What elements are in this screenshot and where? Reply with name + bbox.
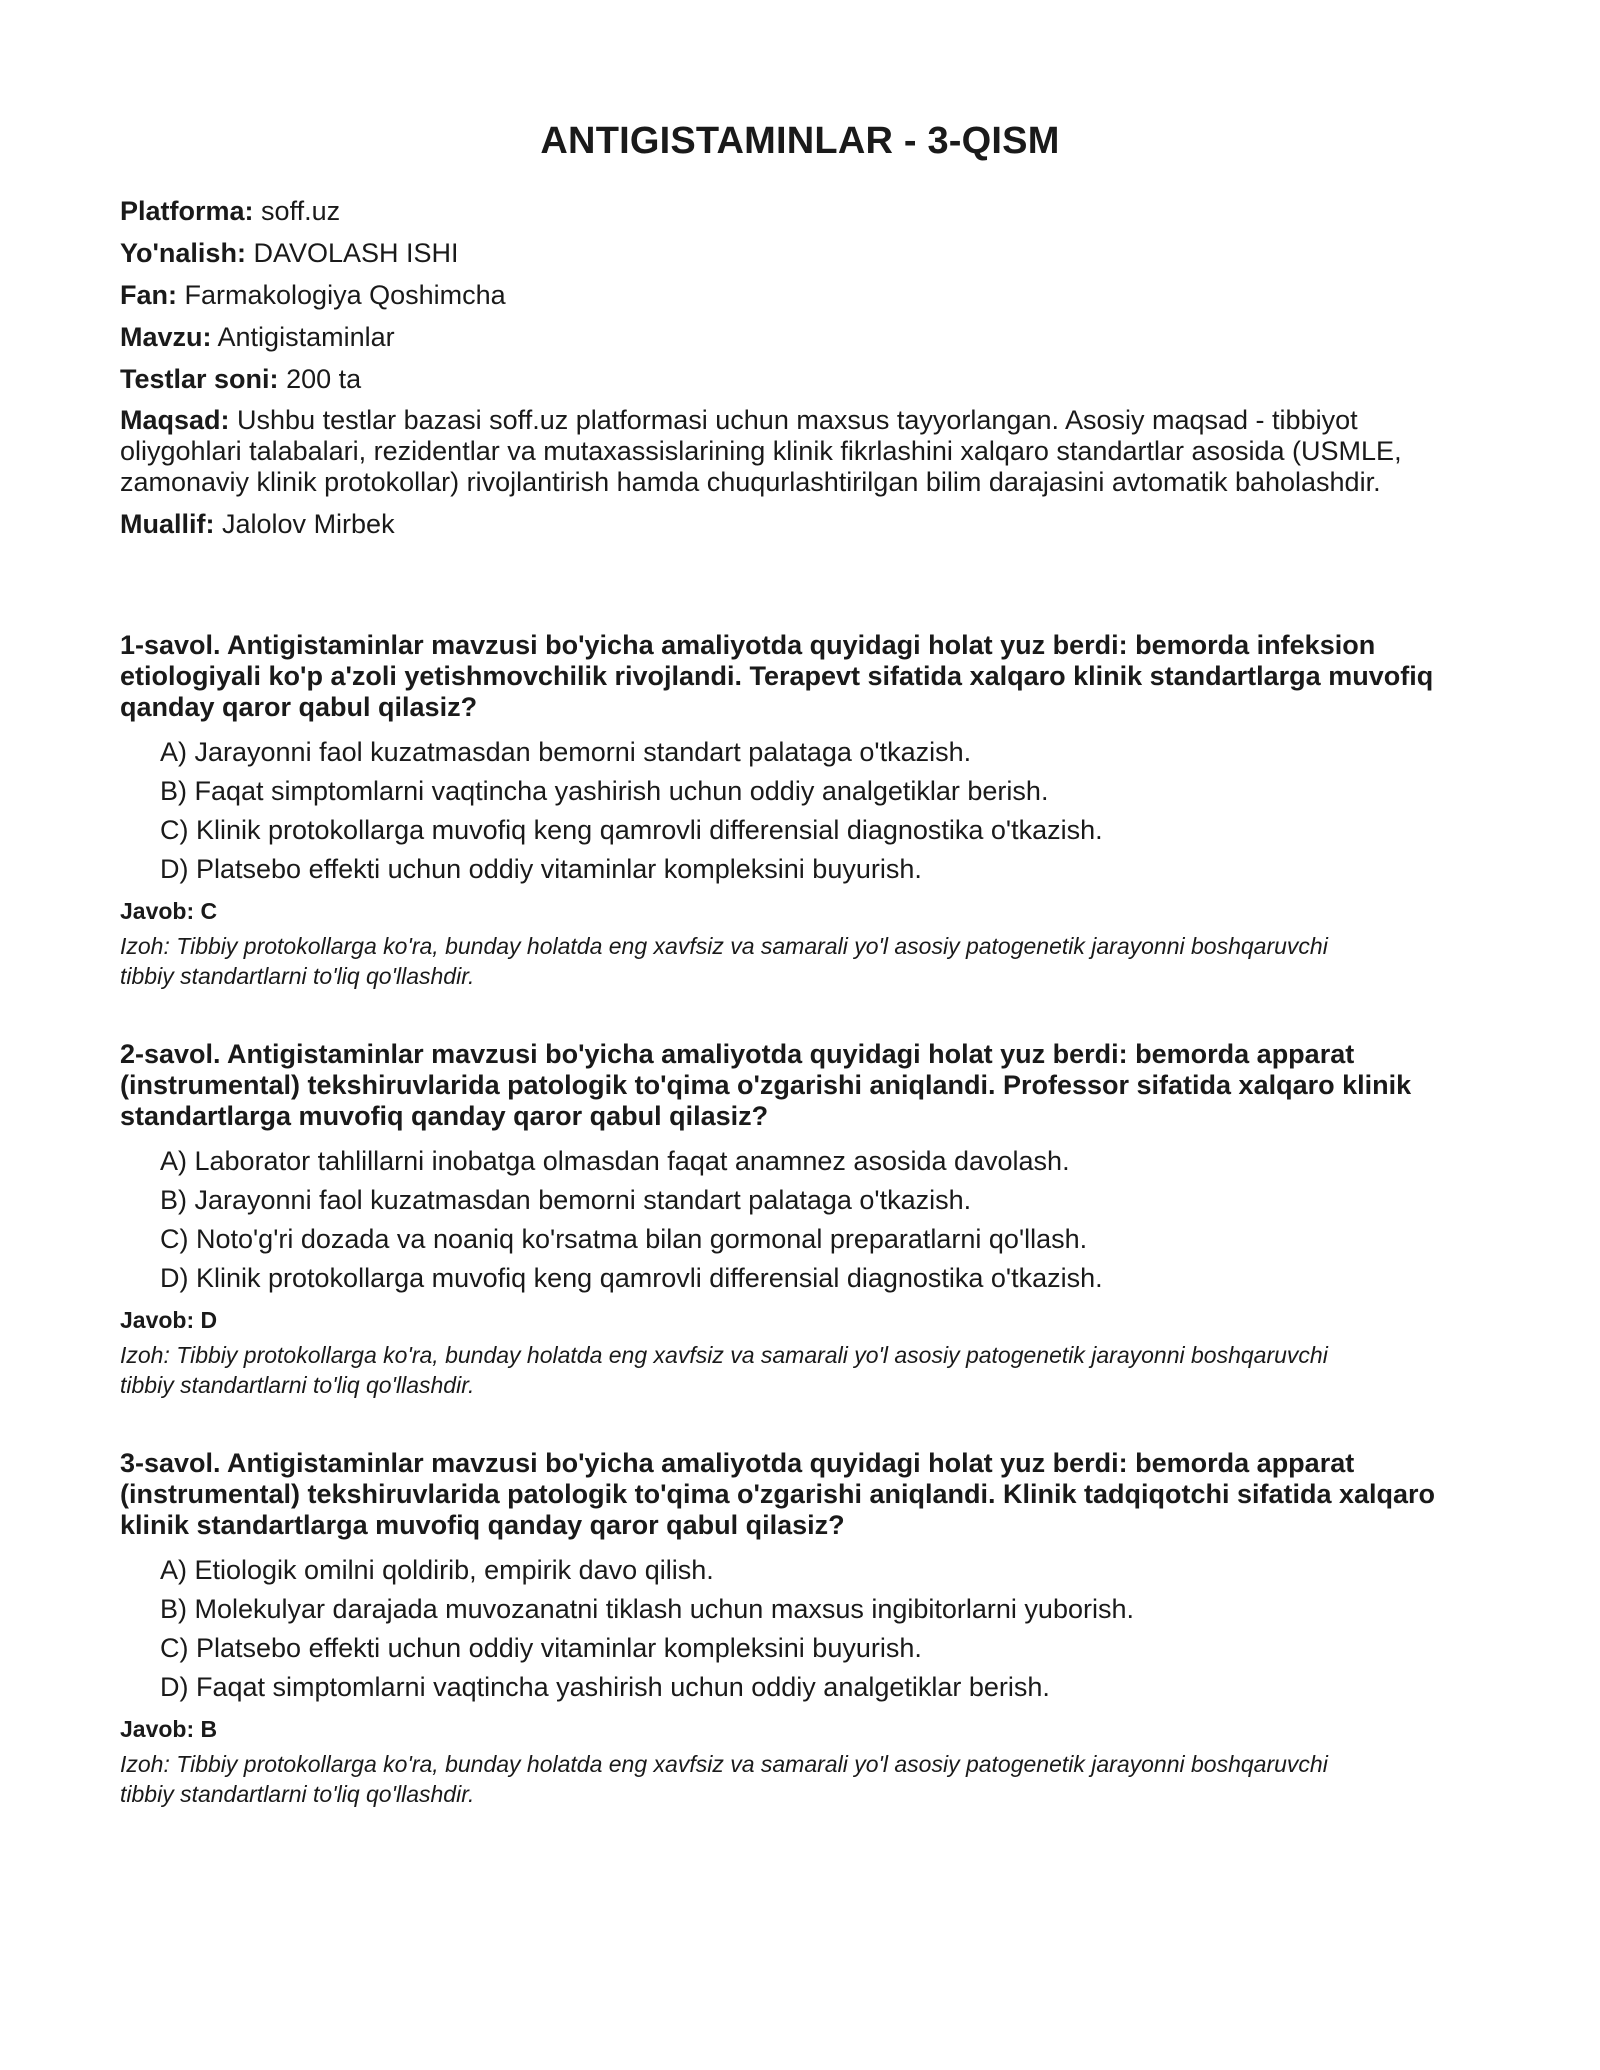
answer-explanation: Izoh: Tibbiy protokollarga ko'ra, bunday holatda eng xavfsiz va samarali yo'l asosiy patogenetik jarayonni boshqaruvchi tibbiy standartlarni to'liq qo'llashdir. (120, 933, 1328, 989)
question-text: 1-savol. Antigistaminlar mavzusi bo'yicha amaliyotda quyidagi holat yuz berdi: bemorda infeksion etiologiyali ko'p a'zoli yetishmovchilik rivojlandi. Terapevt sifatida xalqaro klinik standartlarga muvofiq qanday qaror qabul qilasiz? (120, 630, 1434, 722)
answer-options (120, 737, 1480, 885)
question-text: 2-savol. Antigistaminlar mavzusi bo'yicha amaliyotda quyidagi holat yuz berdi: bemorda apparat (instrumental) tekshiruvlarida patologik to'qima o'zgarishi aniqlandi. Professor sifatida xalqaro klinik standartlarga muvofiq qanday qaror qabul qilasiz? (120, 1039, 1412, 1131)
meta-fan (120, 279, 1480, 311)
meta-platforma (120, 195, 1480, 227)
meta-mavzu (120, 321, 1480, 353)
meta-maqsad-value: Ushbu testlar bazasi soff.uz platformasi uchun maxsus tayyorlangan. Asosiy maqsad - tibbiyot oliygohlari talabalari, rezidentlar va mutaxassislarining klinik fikrlashini xalqaro standartlar asosida (USMLE, zamonaviy klinik protokollar) rivojlantirish hamda chuqurlashtirilgan bilim darajasini avtomatik baholashdir. (120, 405, 1402, 497)
meta-testlar-soni-label: Testlar soni: (120, 364, 279, 394)
document-meta (120, 195, 1480, 540)
answer-key: Javob: B (120, 1716, 218, 1742)
option-d: D) Platsebo effekti uchun oddiy vitaminlar kompleksini buyurish. (160, 854, 922, 884)
meta-mavzu-value: Antigistaminlar (217, 322, 395, 352)
question-list (120, 630, 1480, 1809)
question-1 (120, 630, 1480, 991)
option-d: D) Klinik protokollarga muvofiq keng qamrovli differensial diagnostika o'tkazish. (160, 1263, 1103, 1293)
question-3 (120, 1448, 1480, 1809)
meta-yonalish (120, 237, 1480, 269)
answer-options (120, 1146, 1480, 1294)
option-c: C) Noto'g'ri dozada va noaniq ko'rsatma bilan gormonal preparatlarni qo'llash. (160, 1224, 1088, 1254)
meta-testlar-soni-value: 200 ta (286, 364, 362, 394)
meta-mavzu-label: Mavzu: (120, 322, 212, 352)
option-a: A) Laborator tahlillarni inobatga olmasdan faqat anamnez asosida davolash. (160, 1146, 1070, 1176)
meta-yonalish-label: Yo'nalish: (120, 238, 246, 268)
answer-options (120, 1555, 1480, 1703)
answer-explanation: Izoh: Tibbiy protokollarga ko'ra, bunday holatda eng xavfsiz va samarali yo'l asosiy patogenetik jarayonni boshqaruvchi tibbiy standartlarni to'liq qo'llashdir. (120, 1342, 1328, 1398)
option-a: A) Jarayonni faol kuzatmasdan bemorni standart palataga o'tkazish. (160, 737, 972, 767)
answer-explanation: Izoh: Tibbiy protokollarga ko'ra, bunday holatda eng xavfsiz va samarali yo'l asosiy patogenetik jarayonni boshqaruvchi tibbiy standartlarni to'liq qo'llashdir. (120, 1751, 1328, 1807)
option-b: B) Jarayonni faol kuzatmasdan bemorni standart palataga o'tkazish. (160, 1185, 972, 1215)
question-text: 3-savol. Antigistaminlar mavzusi bo'yicha amaliyotda quyidagi holat yuz berdi: bemorda apparat (instrumental) tekshiruvlarida patologik to'qima o'zgarishi aniqlandi. Klinik tadqiqotchi sifatida xalqaro klinik standartlarga muvofiq qanday qaror qabul qilasiz? (120, 1448, 1436, 1540)
meta-maqsad-label: Maqsad: (120, 405, 230, 435)
meta-platforma-value: soff.uz (261, 196, 341, 226)
document-page (120, 120, 1480, 1857)
meta-yonalish-value: DAVOLASH ISHI (253, 238, 459, 268)
option-a: A) Etiologik omilni qoldirib, empirik davo qilish. (160, 1555, 714, 1585)
document-title: ANTIGISTAMINLAR - 3-QISM (540, 120, 1060, 162)
question-2 (120, 1039, 1480, 1400)
option-c: C) Platsebo effekti uchun oddiy vitaminlar kompleksini buyurish. (160, 1633, 922, 1663)
meta-fan-value: Farmakologiya Qoshimcha (184, 280, 506, 310)
meta-platforma-label: Platforma: (120, 196, 254, 226)
meta-muallif-value: Jalolov Mirbek (222, 509, 395, 539)
meta-muallif-label: Muallif: (120, 509, 215, 539)
option-b: B) Faqat simptomlarni vaqtincha yashirish uchun oddiy analgetiklar berish. (160, 776, 1049, 806)
meta-muallif (120, 508, 1480, 540)
answer-key: Javob: D (120, 1307, 218, 1333)
option-b: B) Molekulyar darajada muvozanatni tiklash uchun maxsus ingibitorlarni yuborish. (160, 1594, 1134, 1624)
meta-testlar-soni (120, 363, 1480, 395)
meta-fan-label: Fan: (120, 280, 177, 310)
option-d: D) Faqat simptomlarni vaqtincha yashirish uchun oddiy analgetiklar berish. (160, 1672, 1050, 1702)
meta-maqsad (120, 405, 1480, 498)
answer-key: Javob: C (120, 898, 218, 924)
option-c: C) Klinik protokollarga muvofiq keng qamrovli differensial diagnostika o'tkazish. (160, 815, 1103, 845)
